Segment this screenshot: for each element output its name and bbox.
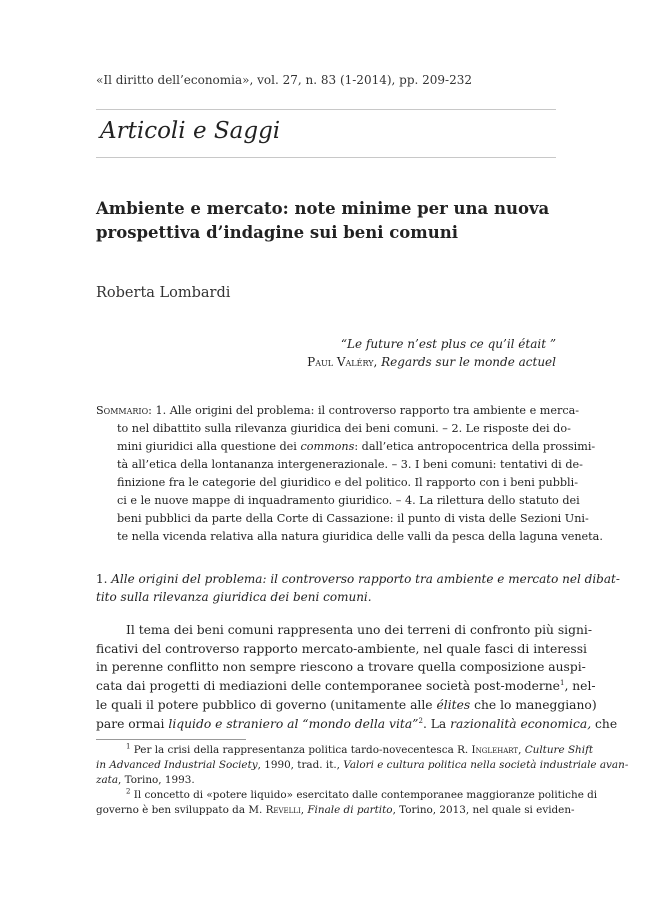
footnote-ref[interactable]: 2 (418, 716, 423, 725)
summary-label: Sommario (96, 404, 149, 417)
summary-line: te nella vicenda relativa alla natura giuridica delle valli da pesca della laguna veneta. (117, 530, 603, 543)
footnote-line: in Advanced Industrial Society, 1990, trad. it., Valori e cultura politica nella società industriale avan- (96, 759, 629, 771)
section-heading-line: tito sulla rilevanza giuridica dei beni comuni. (96, 590, 372, 604)
footnotes (96, 742, 629, 818)
summary-line: tà all’etica della lontananza intergenerazionale. – 3. I beni comuni: tentativi di de- (117, 458, 583, 471)
summary-line: beni pubblici da parte della Corte di Cassazione: il punto di vista delle Sezioni Uni- (117, 512, 589, 525)
footnote-number: 2 (126, 787, 131, 796)
author-name: Roberta Lombardi (96, 285, 231, 301)
body-line: in perenne conflitto non sempre riescono a trovare quella composizione auspi- (96, 660, 586, 675)
footnote-line: zata, Torino, 1993. (96, 774, 195, 786)
footnote-line: governo è ben sviluppato da M. Revelli, Finale di partito, Torino, 2013, nel quale si eviden- (96, 804, 575, 816)
article-title-line: Ambiente e mercato: note minime per una nuova (96, 199, 550, 218)
section-title: Articoli e Saggi (100, 118, 281, 144)
summary-line: finizione fra le categorie del giuridico e del politico. Il rapporto con i beni pubbli- (117, 476, 578, 489)
epigraph-quote: “Le future n’est plus ce qu’il était ” (340, 337, 556, 351)
journal-reference: «Il diritto dell’economia», vol. 27, n. 83 (1-2014), pp. 209-232 (96, 73, 473, 87)
summary-line: mini giuridici alla questione dei commons: dall’etica antropocentrica della prossimi- (117, 440, 596, 453)
epigraph (307, 335, 556, 371)
summary (96, 402, 603, 546)
summary-line: to nel dibattito sulla rilevanza giuridica dei beni comuni. – 2. Le risposte dei do- (117, 422, 571, 435)
article-title (96, 197, 556, 245)
epigraph-attribution: Paul Valéry, Regards sur le monde actuel (307, 355, 556, 369)
body-line: cata dai progetti di mediazioni delle contemporanee società post-moderne$^1$, nel- (96, 679, 596, 694)
epigraph-author: Paul Valéry (307, 355, 374, 369)
summary-line: Sommario: 1. Alle origini del problema: il controverso rapporto tra ambiente e merca- (96, 404, 580, 417)
body-line: ficativi del controverso rapporto mercato-ambiente, nel quale fasci di interessi (96, 641, 587, 656)
section-heading-line: 1. Alle origini del problema: il controverso rapporto tra ambiente e mercato nel dibat- (96, 572, 620, 586)
body-line: Il tema dei beni comuni rappresenta uno dei terreni di confronto più signi- (126, 623, 592, 637)
footnote-line: $^1$ Per la crisi della rappresentanza politica tardo-novecentesca R. Inglehart, Culture Shift (126, 742, 594, 756)
footnote-line: $^2$ Il concetto di «potere liquido» esercitato dalle contemporanee maggioranze politiche di (126, 787, 598, 801)
body-paragraph (96, 621, 618, 733)
section-heading (96, 570, 620, 606)
epigraph-work: Regards sur le monde actuel (381, 355, 556, 369)
article-title-line: prospettiva d’indagine sui beni comuni (96, 223, 459, 242)
summary-line: ci e le nuove mappe di inquadramento giuridico. – 4. La rilettura dello statuto dei (117, 494, 580, 507)
top-divider (96, 109, 556, 110)
footnote-number: 1 (126, 742, 131, 751)
footnote-divider (96, 739, 246, 740)
footnote-ref[interactable]: 1 (559, 679, 565, 688)
body-line: pare ormai liquido e straniero al “mondo della vita”$^2$. La razionalità economica, che (96, 716, 618, 731)
section-divider (96, 157, 556, 158)
body-line: le quali il potere pubblico di governo (unitamente alle élites che lo maneggiano) (96, 697, 597, 712)
